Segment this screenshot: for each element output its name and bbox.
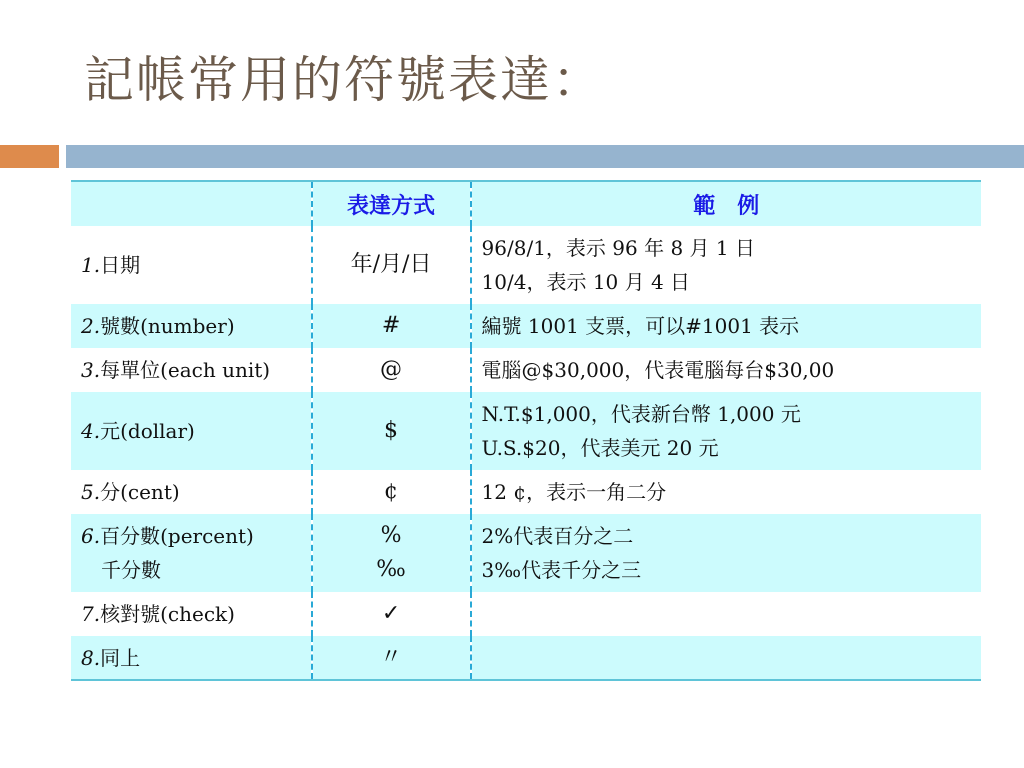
example-cell	[471, 592, 981, 636]
item-cell: 2.號數(number)	[81, 314, 235, 338]
symbol-cell: ✓	[312, 592, 471, 636]
example-cell: 電腦@$30,000，代表電腦每台$30,00	[481, 358, 835, 382]
item-cell: 1.日期	[81, 253, 141, 277]
table-row	[71, 514, 981, 592]
table-header-row	[71, 181, 981, 226]
symbol-cell: ¢	[312, 470, 471, 514]
example-cell	[471, 636, 981, 680]
item-cell: 3.每單位(each unit)	[81, 358, 271, 382]
item-cell: 6.百分數(percent) 千分數	[81, 524, 254, 582]
item-cell: 7.核對號(check)	[81, 602, 235, 626]
example-cell: 2%代表百分之二 3‰代表千分之三	[481, 524, 642, 582]
table-row	[71, 348, 981, 392]
table-row	[71, 636, 981, 680]
table-row	[71, 392, 981, 470]
header-example: 範 例	[693, 193, 760, 219]
symbol-cell: 〃	[312, 636, 471, 680]
symbol-cell: 年/月/日	[312, 226, 471, 304]
example-cell: N.T.$1,000，代表新台幣 1,000 元 U.S.$20，代表美元 20 元	[481, 402, 801, 460]
example-cell: 12 ¢，表示一角二分	[481, 480, 667, 504]
example-cell: 96/8/1，表示 96 年 8 月 1 日 10/4，表示 10 月 4 日	[481, 236, 755, 294]
table-row	[71, 470, 981, 514]
symbol-cell: #	[312, 304, 471, 348]
slide-title: 記帳常用的符號表達：	[84, 51, 604, 109]
accent-bar-orange	[0, 145, 59, 168]
table-row	[71, 226, 981, 304]
header-item	[71, 181, 312, 226]
item-cell: 5.分(cent)	[81, 480, 180, 504]
symbols-table	[71, 180, 981, 681]
example-cell: 編號 1001 支票，可以#1001 表示	[481, 314, 800, 338]
symbol-cell: $	[312, 392, 471, 470]
symbol-cell: @	[312, 348, 471, 392]
item-cell: 8.同上	[81, 645, 141, 670]
header-expression: 表達方式	[312, 181, 471, 226]
accent-bar-blue	[66, 145, 1024, 168]
table-row	[71, 304, 981, 348]
symbol-cell: % ‰	[312, 514, 471, 592]
item-cell: 4.元(dollar)	[81, 419, 195, 443]
table-row	[71, 592, 981, 636]
